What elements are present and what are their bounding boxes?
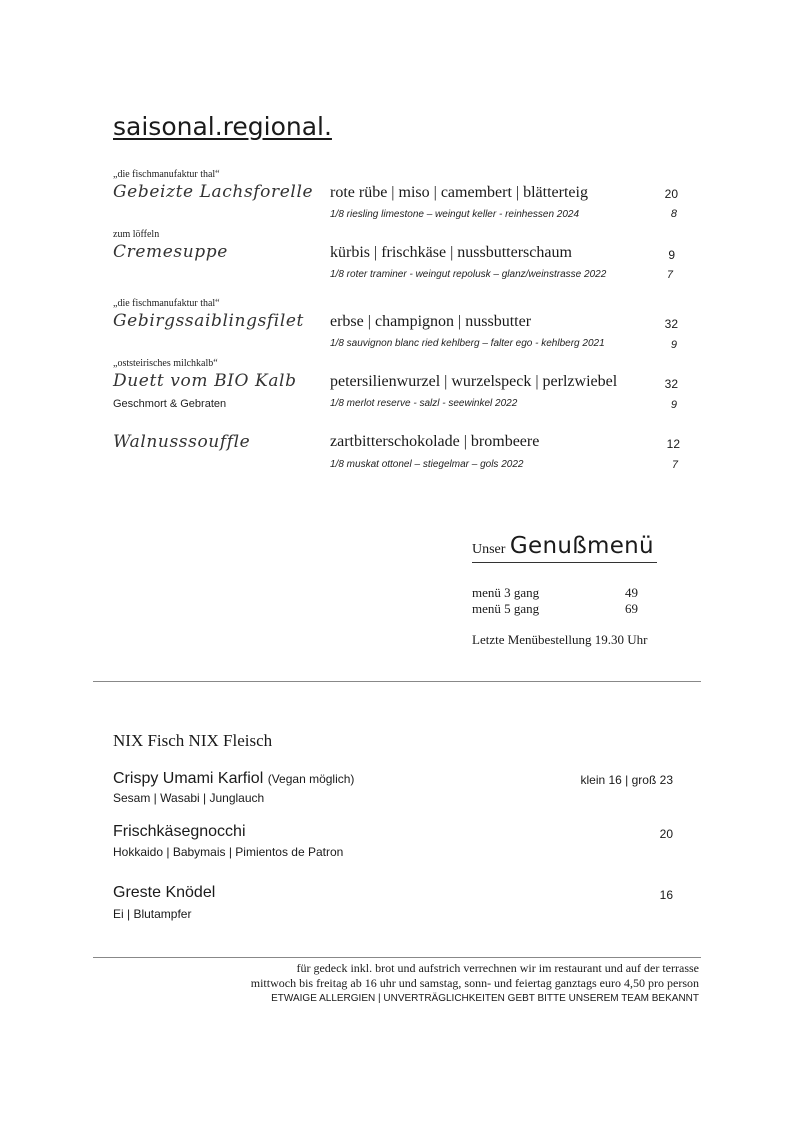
course-4-sub: Geschmort & Gebraten: [113, 398, 227, 410]
course-4-wine: 1/8 merlot reserve - salzl - seewinkel 2022: [330, 398, 518, 409]
course-2-wine-price: 7: [666, 269, 673, 281]
course-1-wine: 1/8 riesling limestone – weingut keller - reinhessen 2024: [330, 209, 580, 220]
course-5-price: 12: [666, 437, 680, 451]
menu-heading: [472, 533, 657, 563]
course-5-desc: zartbitterschokolade | brombeere: [330, 433, 540, 450]
course-5-wine-price: 7: [671, 459, 678, 471]
veg-item-1-price: klein 16 | groß 23: [580, 773, 673, 787]
menu-item-label: menü 5 gang: [472, 601, 540, 616]
course-3-price: 32: [664, 317, 678, 331]
menu-note: Letzte Menübestellung 19.30 Uhr: [472, 632, 648, 647]
veg-item-3-sub: Ei | Blutampfer: [113, 907, 192, 921]
veg-item-2-name: Frischkäsegnocchi: [113, 823, 246, 840]
course-3-wine: 1/8 sauvignon blanc ried kehlberg – falter ego - kehlberg 2021: [330, 338, 605, 349]
menu-item-price: 69: [625, 601, 638, 616]
veg-item-2-sub: Hokkaido | Babymais | Pimientos de Patron: [113, 845, 344, 859]
course-4-desc: petersilienwurzel | wurzelspeck | perlzwiebel: [330, 373, 618, 390]
veg-item-name-text: Crispy Umami Karfiol: [113, 770, 264, 787]
course-2-wine: 1/8 roter traminer - weingut repolusk – glanz/weinstrasse 2022: [330, 269, 607, 280]
course-1-wine-price: 8: [670, 208, 677, 220]
veg-item-1-name: [113, 770, 354, 788]
course-1-desc: rote rübe | miso | camembert | blätterteig: [330, 184, 588, 201]
vegetarian-section-title: NIX Fisch NIX Fleisch: [113, 731, 273, 750]
veg-item-extra: (Vegan möglich): [267, 772, 355, 786]
menu-item-price: 49: [625, 585, 638, 600]
course-1-price: 20: [664, 187, 678, 201]
course-2-price: 9: [668, 248, 675, 262]
menu-heading-title: Genußmenü: [509, 533, 654, 559]
course-5-wine: 1/8 muskat ottonel – stiegelmar – gols 2022: [330, 459, 524, 470]
course-4-wine-price: 9: [670, 399, 677, 411]
footer-line-1: für gedeck inkl. brot und aufstrich verrechnen wir im restaurant und auf der terrasse: [296, 961, 699, 975]
footer-allergy-note: ETWAIGE ALLERGIEN | UNVERTRÄGLICHKEITEN GEBT BITTE UNSEREM TEAM BEKANNT: [271, 993, 699, 1004]
course-3-tag: „die fischmanufaktur thal“: [113, 298, 220, 309]
veg-item-3-name: Greste Knödel: [113, 884, 216, 901]
course-3-wine-price: 9: [670, 339, 677, 351]
page-title: saisonal.regional.: [113, 112, 332, 141]
footer-divider: [93, 957, 701, 958]
course-4-price: 32: [664, 377, 678, 391]
menu-item-label: menü 3 gang: [472, 585, 540, 600]
course-3-name: Gebirgssaiblingsfilet: [113, 311, 304, 331]
course-2-desc: kürbis | frischkäse | nussbutterschaum: [330, 244, 572, 261]
course-2-name: Cremesuppe: [113, 242, 228, 262]
course-1-tag: „die fischmanufaktur thal“: [113, 169, 220, 180]
veg-item-2-price: 20: [659, 827, 673, 841]
course-1-name: Gebeizte Lachsforelle: [113, 182, 314, 202]
course-4-tag: „oststeirisches milchkalb“: [113, 358, 218, 369]
course-4-name: Duett vom BIO Kalb: [113, 371, 297, 391]
section-divider: [93, 681, 701, 682]
course-2-tag: zum löffeln: [113, 229, 160, 240]
menu-heading-unser: Unser: [472, 542, 506, 557]
veg-item-1-sub: Sesam | Wasabi | Junglauch: [113, 791, 265, 805]
course-3-desc: erbse | champignon | nussbutter: [330, 313, 532, 330]
footer-line-2: mittwoch bis freitag ab 16 uhr und samstag, sonn- und feiertag ganztags euro 4,50 pro person: [250, 976, 699, 990]
veg-item-3-price: 16: [659, 888, 673, 902]
course-5-name: Walnusssouffle: [113, 432, 251, 452]
